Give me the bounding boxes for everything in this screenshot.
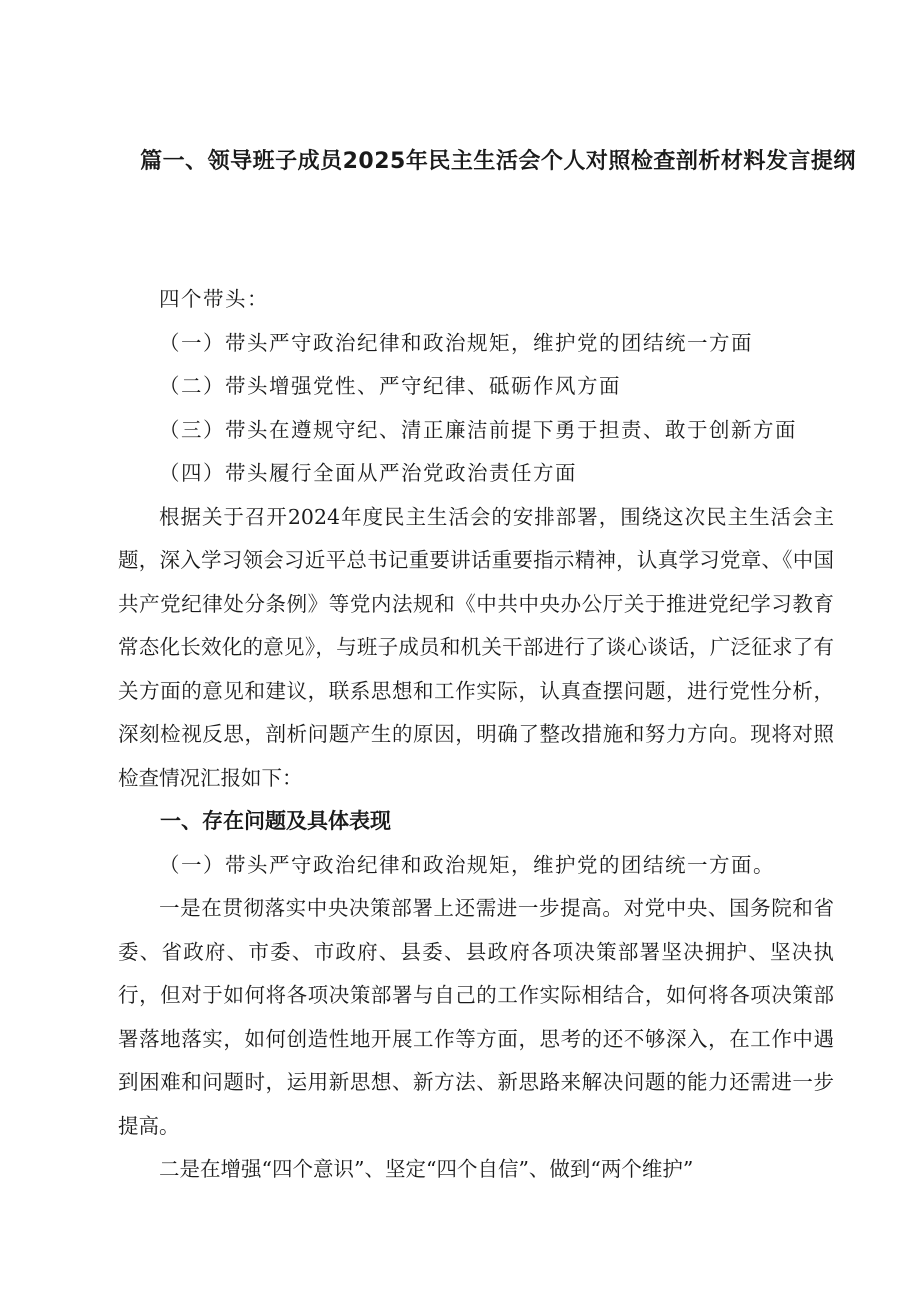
intro-label: 四个带头：	[159, 287, 269, 311]
subsection-heading: （一）带头严守政治纪律和政治规矩，维护党的团结统一方面。	[159, 852, 775, 877]
point-item: （三）带头在遵规守纪、清正廉洁前提下勇于担责、敢于创新方面	[159, 417, 797, 442]
body-paragraph: 一是在贯彻落实中央决策部署上还需进一步提高。对党中央、国务院和省委、省政府、市委、市政府、县委、县政府各项决策部署坚决拥护、坚决执行，但对于如何将各项决策部署与自己的工作实际相结合，如何将各项决策部署落地落实，如何创造性地开展工作等方面，思考的还不够深入，在工作中遇到困难和问题时，运用新思想、新方法、新思路来解决问题的能力还需进一步提高。	[118, 896, 834, 1138]
document-title: 篇一、领导班子成员2025年民主生活会个人对照检查剖析材料发言提纲	[140, 149, 856, 174]
point-item: （二）带头增强党性、严守纪律、砥砺作风方面	[159, 374, 621, 398]
point-item: （一）带头严守政治纪律和政治规矩，维护党的团结统一方面	[159, 330, 753, 355]
section-heading: 一、存在问题及具体表现	[160, 809, 391, 833]
body-paragraph: 二是在增强“四个意识”、坚定“四个自信”、做到“两个维护”	[159, 1157, 694, 1181]
document-body	[118, 278, 834, 1192]
point-item: （四）带头履行全面从严治党政治责任方面	[159, 461, 577, 485]
intro-paragraph: 根据关于召开2024年度民主生活会的安排部署，围绕这次民主生活会主题，深入学习领会习近平总书记重要讲话重要指示精神，认真学习党章、《中国共产党纪律处分条例》等党内法规和《中共中央办公厅关于推进党纪学习教育常态化长效化的意见》，与班子成员和机关干部进行了谈心谈话，广泛征求了有关方面的意见和建议，联系思想和工作实际，认真查摆问题，进行党性分析，深刻检视反思，剖析问题产生的原因，明确了整改措施和努力方向。现将对照检查情况汇报如下：	[118, 504, 834, 790]
